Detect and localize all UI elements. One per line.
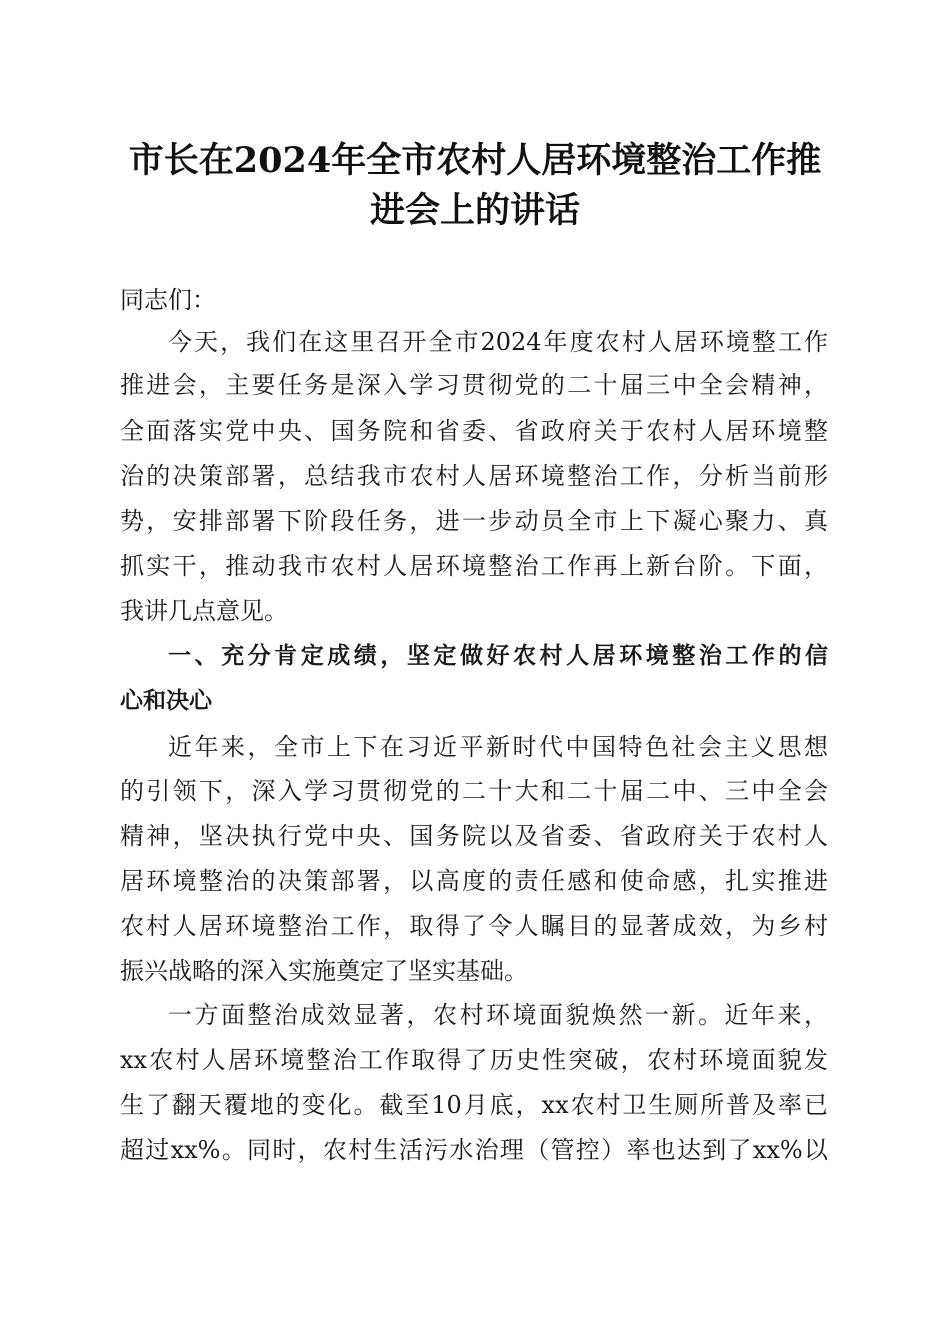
paragraph-1-line-4: 治的决策部署，总结我市农村人居环境整治工作，分析当前形 (120, 462, 828, 490)
paragraph-3-line-6: 振兴战略的深入实施奠定了坚实基础。 (120, 957, 528, 985)
paragraph-4-line-3: 生了翻天覆地的变化。截至10月底，xx农村卫生厕所普及率已 (120, 1091, 828, 1119)
paragraph-3-line-4: 居环境整治的决策部署，以高度的责任感和使命感，扎实推进 (120, 867, 828, 895)
paragraph-1-line-5: 势，安排部署下阶段任务，进一步动员全市上下凝心聚力、真 (120, 507, 828, 535)
paragraph-1-line-7: 我讲几点意见。 (120, 597, 288, 625)
paragraph-4-line-1: 一方面整治成效显著，农村环境面貌焕然一新。近年来， (168, 1001, 828, 1029)
section-heading-line-2: 心和决心 (120, 688, 212, 714)
paragraph-1-line-1: 今天，我们在这里召开全市2024年度农村人居环境整工作 (168, 328, 828, 356)
paragraph-3-line-2: 的引领下，深入学习贯彻党的二十大和二十届二中、三中全会 (120, 777, 828, 805)
section-heading-line-1: 一、充分肯定成绩，坚定做好农村人居环境整治工作的信 (168, 643, 828, 669)
salutation: 同志们： (120, 286, 216, 314)
paragraph-1-line-3: 全面落实党中央、国务院和省委、省政府关于农村人居环境整 (120, 417, 828, 445)
paragraph-4-line-2: xx农村人居环境整治工作取得了历史性突破，农村环境面貌发 (120, 1046, 828, 1074)
paragraph-3-line-3: 精神，坚决执行党中央、国务院以及省委、省政府关于农村人 (120, 822, 828, 850)
paragraph-1-line-2: 推进会，主要任务是深入学习贯彻党的二十届三中全会精神， (120, 371, 828, 399)
title-line-1: 市长在2024年全市农村人居环境整治工作推 (128, 140, 822, 181)
paragraph-1-line-6: 抓实干，推动我市农村人居环境整治工作再上新台阶。下面， (120, 552, 828, 580)
paragraph-3-line-1: 近年来，全市上下在习近平新时代中国特色社会主义思想 (168, 733, 828, 761)
paragraph-4-line-4: 超过xx%。同时，农村生活污水治理（管控）率也达到了xx%以 (120, 1136, 828, 1164)
title-line-2: 进会上的讲话 (369, 190, 580, 231)
paragraph-3-line-5: 农村人居环境整治工作，取得了令人瞩目的显著成效，为乡村 (120, 912, 828, 940)
